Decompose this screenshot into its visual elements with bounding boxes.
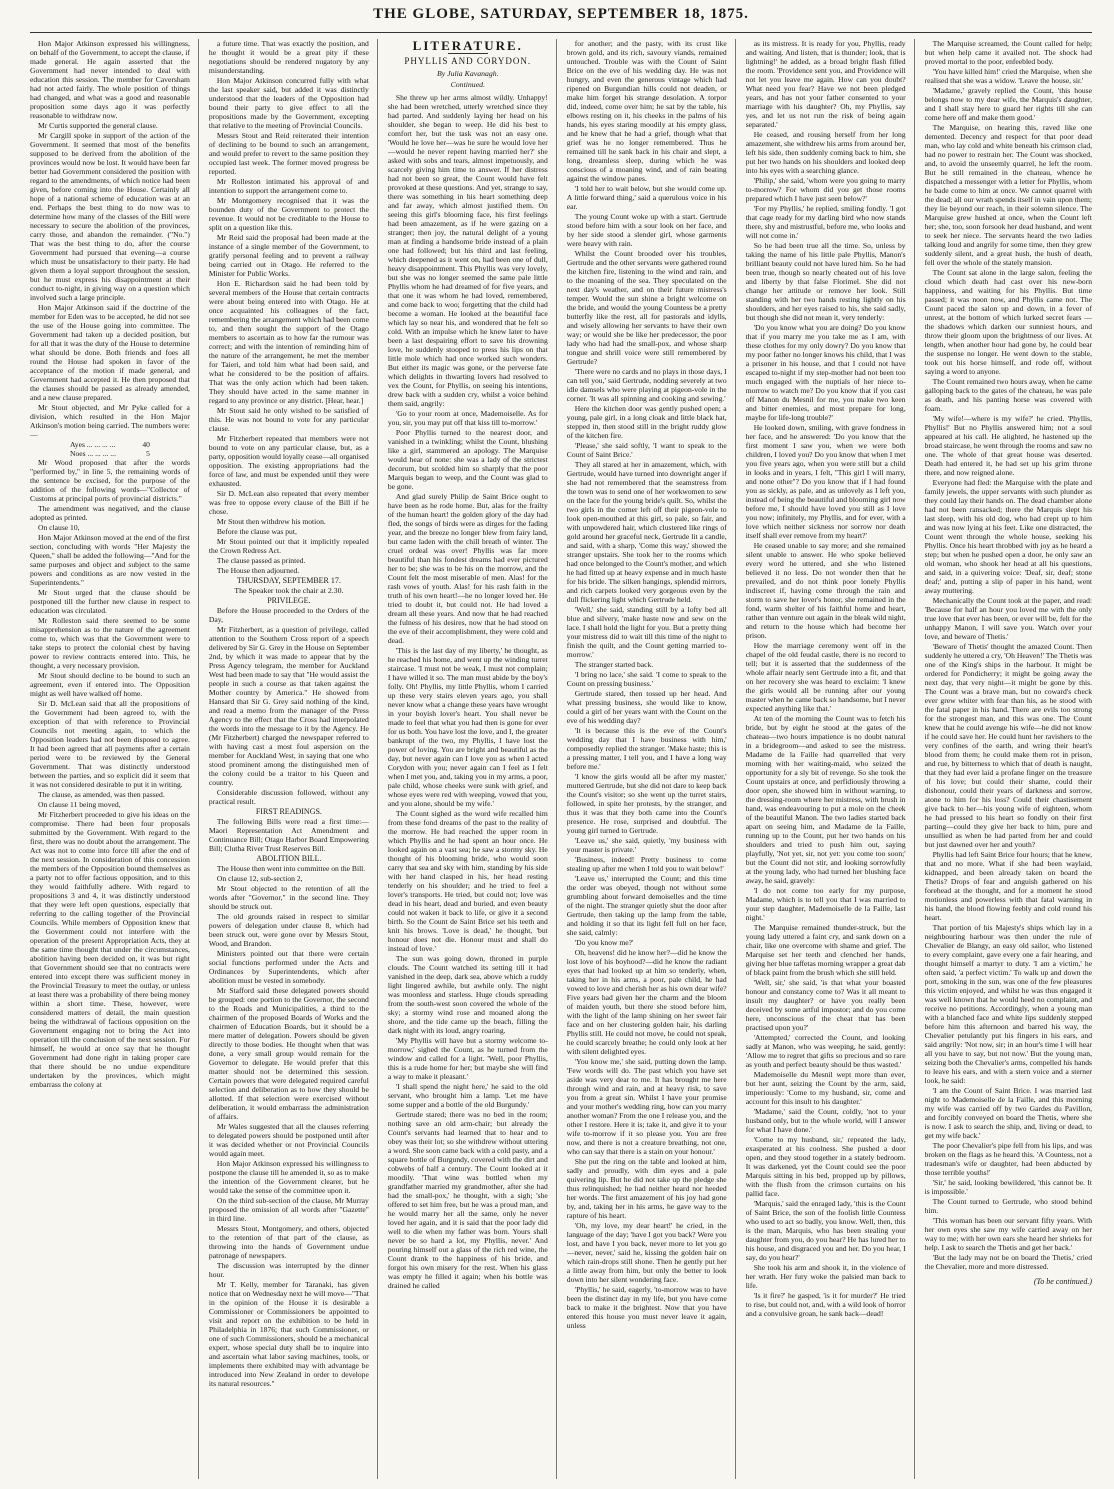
paragraph: Ministers pointed out that there were certain social functions performed under the Acts and Ordinances by Superintendents, which after abolition must be vested in somebody. [208,949,369,985]
paragraph: They all stared at her in amazement, which, with Gertrude, would have turned into downright anger if she had not remembered that the seamstress from the town was to send one of her workwomen to sew on the lace for the young bride's quilt. So, whilst the two girls in the corner left off their pigeon-vole to look open-mouthed at this girl, so pale, so fair, and with unpowdered hair, which clustered like rings of gold around her graceful neck, Gertrude lit a candle, and said, with a sharp, 'Come this way,' showed the stranger upstairs. She took her to the rooms which had once belonged to the Count's mother, and which he had fitted up at heavy expense and in much haste for his bride. The silken hangings, splendid mirrors, and rich carpets looked very gorgeous even by the dull flickering light which Gertrude held. [566,460,727,604]
masthead-title: THE GLOBE, SATURDAY, SEPTEMBER 18, 1875. [373,6,749,22]
paragraph: 'Oh, my love, my dear heart!' he cried, in the language of the day; 'have I got you back? Were you lost, and have I you back, never more to let you go—never, never,' said he, kissing the golden hair on which rain-drops still shone. Then he gently put her a little away from him, but only the better to look down into her silent wondering face. [566,1221,727,1284]
paragraph: The poor Chevalier's pipe fell from his lips, and was broken on the flags as he heard this. 'A Countess, not a tradesman's wife or daughter, had been abducted by those terrible youths!' [924,1141,1093,1177]
paragraph: 'Do you know what you are doing? Do you know that if you marry me you take me as I am, with these clothes for my only dowry? Do you know that my poor father no longer knows his child, that I was a prisoner in his house, and that I could not have escaped to-night if my step-mother had not been too much engaged with the nuptials of her niece to-morrow to watch me? Do you know that if you cast off Manon du Mesnil for me, you make two keen and bitter enemies, and most prepare for long, maybe for life-long trouble?' [745,323,906,422]
paragraph: He looked down, smiling, with grave fondness in her face, and he answered: 'Do you know that the first moment I saw you, when we were both children, I loved you? Do you know that when I met you five years ago, when you were still but a child in looks and in years, I felt, "This girl I will marry, and none other"? Do you know that if I had found you as sickly, as pale, and as unlovely as I left you, instead of being the beautiful and blooming girl now before me, I should have loved you still as I love you now; infinitely, my Phyllis, and for ever, with a love which neither sickness nor sorrow nor death itself shall ever remove from my heart?' [745,423,906,540]
paragraph: 'This woman has been our servant fifty years. With her own eyes she saw my wife carried away on her way to me; with her own ears she heard her shrieks for help. I ask to search the Thetis and get her back.' [924,1216,1093,1252]
paragraph: 'Leave us,' she said, quietly, 'my business with your master is private.' [566,836,727,854]
paragraph: Mr Stout should decline to be bound to such an agreement, even if entered into. The Opposition might as well have walked off home. [30,671,190,698]
paragraph: The old grounds raised in respect to similar powers of delegation under clause 8, which had been struck out, were gone over by Messrs Stout, Wood, and Brandon. [208,912,369,948]
continued-label: Continued. [450,80,486,89]
paragraph: Gertrude stared; there was no bed in the room; nothing save an old arm-chair; but already the Count's servants had learned that to hear and to obey was their lot; so she withdrew without uttering a word. She soon came back with a cold pasty, and a square bottle of Burgundy, covered with the dirt and cobwebs of half a century. The Count looked at it moodily. 'That wine was bottled when my grandfather married my grandmother, after she had had the small-pox,' he thought, with a sigh; 'she offered to set him free, but he was a proud man, and he would marry her all the same, only he never loved her again, and it is said that the poor lady did well to die when my father was born. Yours shall never be so hard a lot, my Phyllis, never.' And pouring himself out a glass of the rich red wine, the Count drank to the happiness of his bride, and forgot his own misery for the rest. When his glass was empty he filled it again; when his bottle was drained he called [387,1110,548,1290]
section-heading: FIRST READINGS. [255,807,322,816]
paragraph: The discussion was interrupted by the dinner hour. [208,1261,369,1279]
paragraph: Before the House proceeded to the Orders of the Day, [208,606,369,624]
paragraph: 'I do not come too early for my purpose, Madame, which is to tell you that I was married to your step daughter, Mademoiselle de la Faille, last night.' [745,886,906,922]
vote-row [30,440,190,449]
section-heading: ABOLITION BILL. [256,854,322,863]
paragraph: She put the ring on the table and looked at him, sadly and proudly, with dim eyes and a pale quivering lip. But he did not take up the pledge she thus relinquished; he had neither heard nor heeded her words. The first amazement of his joy had gone by, and, taking her in his arms, he gave way to the rapture of his heart. [566,1157,727,1220]
paragraph: a future time. That was exactly the position, and he thought it would be a great pity if these negotiations should be rendered nugatory by any misunderstanding. [208,39,369,75]
vote-row [30,449,190,458]
paragraph: 'Do you know me?' [574,938,634,947]
paragraph: 'There were no cards and no plays in those days, I can tell you,' said Gertrude, nodding severely at two idle damsels who were playing at pigeon-vole in the corner. 'It was all spinning and cooking and sewing.' [566,367,727,403]
paragraph: 'I bring no lace,' she said. 'I come to speak to the Count on pressing business.' [566,670,727,688]
paragraph: The Count remained two hours away, when he came galloping back to the gates of the chateau, he was pale as death, and his panting horse was covered with foam. [924,377,1093,413]
vote-count: 5 [146,449,150,458]
column-6 [925,39,1092,1479]
paragraph: 'I shall spend the night here,' he said to the old servant, who brought him a lamp. 'Let me have some supper and a bottle of the old Burgundy.' [387,1082,548,1109]
speaker-line: The Speaker took the chair at 2.30. [234,586,344,595]
paragraph: Gertrude stared, then tossed up her head. And what pressing business, she would like to know, could a girl of her years want with the Count on the eve of his wedding day? [566,689,727,725]
paragraph: 'Phyllis,' he said, eagerly, 'to-morrow was to have been the distinct day in my life, but you have come back to make it the brightest. Now that you have entered this house you must never leave it again, unless [566,1285,727,1330]
paragraph: Mr Cargill spoke in support of the action of the Government. It seemed that most of the benefits supposed to be derived from the abolition of the provinces would now be lost. It would have been far better had Government considered the position with regard to the amendments, of which notice had been given, before coming into the House. Certainly all hope of a national scheme of education was at an end. Perhaps the best thing to do now was to determine how many of the classes of the Bill were necessary to secure the abolition of the provinces, carry those, and abandon the remainder. ("No.") That was the best thing to do, after the course Government had pursued that evening—a course which must be unsatisfactory to their party. He had given them a loyal support throughout the session, but he must express his disappointment at their conduct to-night, in giving way on a question which involved such a large principle. [30,131,190,302]
paragraph: That portion of his Majesty's ships which lay in a neighbouring harbour was then under the rule of Chevalier de Blangy, an easy old sailor, who listened to every complaint, gave every one a fair hearing, and thought himself a martyr to duty. 'I am a victim,' he often said, 'a perfect victim.' To walk up and down the port, smoking in the sun, was one of the few pleasures this victim enjoyed, and whilst he was thus engaged it was well known that he would heed no complaint, and receive no petitions. Accordingly, when a young man with a blanched face and white lips suddenly stepped before him this afternoon and barred his way, the Chevalier petulantly put his fingers in his ears, and said angrily: 'Not now, sir; in an hour's time I will hear all you have to say, but not now.' But the young man, seizing both the Chevalier's arms, compelled his hands to leave his ears, and with a stern voice and a sterner look, he said: [924,923,1093,1085]
paragraph: On clause 11 being moved, [38,800,121,809]
paragraph: On the third sub-section of the clause, Mr Murray proposed the omission of all words after "Gazette" in third line. [208,1196,369,1223]
paragraph: for another; and the pasty, with its crust like brown gold, and its rich, savoury viands, remained untouched. Trouble was with the Count of Saint Brice on the eve of his wedding day. He was not hungry, and even the generous vintage which had ripened on Burgundian hills could not deaden, or make him forget his strange desolation. A torpor did, indeed, come over him; he sat by the table, his elbows resting on it, his cheeks in the palms of his hands, his eyes staring moodily at his empty glass, and he knew that he had a grief, though what that grief was he no longer remembered. Thus he remained till he sank back in his chair and slept, a long, dreamless sleep, during which he was conscious of a moaning wind, and of rain beating against the window panes. [566,39,727,183]
paragraph: So he had been true all the time. So, unless by taking the name of his little pale Phyllis, Manon's brilliant beauty could not have lured him. So he had been true, though so nearly cheated out of his love and liberty by that false Florimel. She did not change her attitude or remove her look. Still standing with her two hands resting lightly on his shoulders, and her eyes raised to his, she said sadly, but though she did not mean it, very tenderly: [745,241,906,322]
paragraph: Phyllis had left Saint Brice four hours; that he knew, that and no more. What if she had been waylaid, kidnapped, and been already taken on board the Thetis? Drops of fear and anguish gathered on his forehead at the thought, and for a moment he stood motionless and powerless with that fatal warning in his hand, the blood flowing feebly and cold round his heart. [924,850,1093,922]
paragraph: 'Marquis,' said the enraged lady, 'this is the Count of Saint Brice, the son of the foolish little Countess who used to act so badly, you know. Well, then, this is the man, Marquis, who has been stealing your daughter from you, do you hear? He has lured her to his house, and disgraced you and her. Do you hear, I say, do you hear?' [745,1199,906,1262]
paragraph: The young Count woke up with a start. Gertrude stood before him with a sour look on her face, and by her side stood a slender girl, whose garments were heavy with rain. [566,212,727,248]
column-3 [388,39,557,1479]
paragraph: The House then adjourned. [216,566,300,575]
paragraph: The Marquise screamed, the Count called for help; but when help came it availed not. The shock had proved mortal to the poor, enfeebled body. [924,39,1093,66]
paragraph: Poor Phyllis turned to the nearest door, and vanished in a twinkling; whilst the Count, blushing like a girl, stammered an apology. The Marquise would hear of none: she was a lady of the strictest decorum, but scolded him so sharply that the poor Marquis began to weep, and the Count was glad to be gone. [387,428,548,491]
paragraph: Messrs Stout, Montgomery, and others, objected to the retention of that part of the clause, as throwing into the hands of Government undue patronage of newspapers. [208,1224,369,1260]
column-5 [746,39,915,1479]
vote-count: 40 [142,440,150,449]
paragraph: Mr Fitzherbert, as a question of privilege, called attention to the Southern Cross report of a speech delivered by Sir G. Grey in the House on September 2nd, by which it was made to appear that by the Press Agency telegram, the member for Auckland West had been made to say that "He would assist the people in such a course as that taken against the Mother country by America." He showed from Hansard that Sir G. Grey said nothing of the kind, and read a memo from the manager of the Press Agency to the effect that the Cross had interpolated the words into the message to it by the Agency. He (Mr Fitzherbert) charged the newspaper referred to with having cast a most foul aspersion on the member for Auckland West, in saying that one who stood prominent among the distinguished men of the colony could be a traitor to his Queen and country. [208,625,369,787]
paragraph: Hon E. Richardson said he had been told by several members of the House that certain contracts were about being entered into with Otago. He at once acquainted his colleagues of the fact, remembering the arrangement which had been come to, and then sought the support of the Otago members to ascertain as to how far the rumour was correct; and with the intention of reminding him of the nature of the arrangement, he met the member for Taieri, and told him what had been said, and what he considered to be the position of affairs. That was the only action which had been taken. They should have acted in the same manner in regard to any province or any district. [Hear, hear.] [208,279,369,405]
paragraph: The Marquise, on hearing this, raved like one demented. Decency and respect for that poor dead man, who lay cold and white beneath his crimson clad, had no power to restrain her. The Count was shocked, and, to avoid the unseemly quarrel, he left the room. But he still remained in the chateau, whence he dispatched a messenger with a letter for Phyllis, whom he bade come to him at once. We cannot quarrel with the dead; all our wrath spends itself in vain upon them; they lie beyond our reach, in their solemn silence. The Marquise grew hushed at once, when the Count left her; she, too, soon forsook her dead husband, and went to seek her niece. The servants heard the two ladies talking loud and angrily for some time, then they grew suddenly silent, and a great hush, the hush of death, fell over the whole of the stately mansion. [924,123,1093,267]
paragraph: Mr Stout then withdrew his motion. [216,517,326,526]
paragraph: Hon Major Atkinson concurred fully with what the last speaker said, but added it was distinctly understood that the leaders of the Opposition had bound their party to give effect to all the propositions made by the Government, excepting that relative to the meeting of Provincial Councils. [208,76,369,130]
paragraph: Mr Montgomery recognised that it was the bounden duty of the Government to protect the revenue. It would not be creditable to the House to split on a question like this. [208,196,369,232]
paragraph: Mr Stout pointed out that it implicitly repealed the Crown Redress Act. [208,537,369,555]
paragraph: Mr Stout objected to the retention of all the words after "Governor," in the second line. They should be struck out. [208,884,369,911]
paragraph: 'Is it fire?' he gasped, 'is it for murder?' He tried to rise, but could not, and, with a wild look of horror and a convulsive groan, he sank back—dead! [745,1291,906,1318]
paragraph: Mr Wales suggested that all the clauses referring to delegated powers should be postponed until after it was decided whether or not Provincial Councils would again meet. [208,1122,369,1158]
paragraph: 'I know the girls would all be after my master,' muttered Gertrude, but she did not dare to keep back the Count's visitor; so she went up the turret stairs, followed, in spite her protests, by the stranger, and thus it was that they both came into the Count's presence. He rose, surprised and doubtful. The young girl turned to Gertrude. [566,772,727,835]
paragraph: Mr Curtis supported the general clause. [38,121,158,130]
paragraph: The Count sighed as the word wife recalled him from these fond dreams of the past to the reality of the morrow. He had reached the upper room in which Phyllis and he had spent an hour once. He looked again on a vast sea; he saw a stormy sky. He thought of his blooming bride, who would soon carry that sea and sky with him, standing by his side with her hand clasped in his, her head resting tenderly on his shoulder; and he tried to feel a lover's transports. He tried, but could not; love was dead in his heart, dead and buried, and even beauty could not waken it back to life, or give it a second birth. So the Count de Saint Brice set his teeth and knit his brows. 'Love is dead,' he thought, 'but honour does not die. Honour must and shall do instead of love.' [387,809,548,953]
paragraph: Hon Major Atkinson expressed his willingness to postpone the clause till he amended it, so as to make the intention of the Government clearer, but he would take the sense of the committee upon it. [208,1159,369,1195]
paragraph: 'Well, sir,' she said, 'is that what your boasted honour and constancy come to? Was it all meant to insult my daughter? or have you really been deceived by some artful impostor; and do you come here, unconscious of the cheat that has been practised upon you?' [745,978,906,1032]
paragraph: 'My wife!—where is my wife?' he cried. 'Phyllis, Phyllis!' But no Phyllis answered him; not a soul appeared at his call. He alighted, he hastened up the broad staircase, he went through the rooms and saw no one. The whole of that great house was deserted. Death had entered it, he had set up his grim throne there, and now reigned alone. [924,414,1093,477]
to-be-continued: (To be continued.) [1033,1277,1093,1286]
paragraph: 'Madame,' said the Count, coldly, 'not to your husband only, but to the whole world, will I answer for what I have done.' [745,1107,906,1134]
paragraph: Mr Fitzherbert proceeded to give his ideas on the compromise. There had been four proposals submitted by the Government. With regard to the first, there was no doubt about the arrangement. The Act was not to come into force till after the end of the next session. In consideration of this concession the members of the Opposition bound themselves as a party not to offer factious opposition, and to this they would faithfully adhere. With regard to propositions 3 and 4, it was distinctly understood that they were left open questions, especially that referring to the calling together of the Provincial Councils. While members of Opposition knew that the Government could not interfere with the operation of the present Appropriation Acts, they at the same time thought that under the circumstances, abolition having been decided on, it was but right that Government should see that no contracts were entered into except there was sufficient money in the Provincial Treasury to meet the outlay, or unless at least there was a probability of there being money within a short time. These, however, were considered matters of detail, the main question being the withdrawal of factious opposition on the Government engaging not to bring the Act into operation till the conclusion of the next session. For himself, he would at once say that he thought Government had done right in taking proper care that there should be no undue expenditure undertaken by the provinces, which might embarrass the colony at [30,810,190,1089]
paragraph: Oh, heavens! did he know her?—did he know the lost love of his boyhood?—did he know the radiant eyes that had looked up at him so tenderly, when, taking her in his arms, a poor, pale child, he had vowed to love and cherish her as his own dear wife? Five years had given her the charm and the bloom of maiden youth, but there she stood before him, with the light of the lamp shining on her sweet fair face and on her clustering golden hair, his darling Phyllis still. He could not move, he could not speak, he could scarcely breathe; he could only look at her with silent delighted eyes. [566,948,727,1056]
paragraph: The Count turned to Gertrude, who stood behind him. [924,1197,1093,1215]
paragraph: The stranger started back. [574,660,654,669]
paragraph: 'Philip,' she said, 'whom were you going to marry to-morrow? For whom did you get those rooms prepared which I have just seen below?' [745,176,906,203]
literature-heading: LITERATURE. [412,39,523,53]
paragraph: 'I am the Count of Saint Brice. I was married last night to Mademoiselle de la Faille, and this morning my wife was carried off by two Gardes du Pavillon, and forcibly conveyed on board the Thetis, where she is now. I ask to search the ship, and, living or dead, to get my wife back.' [924,1086,1093,1140]
paragraph: The amendment was negatived, and the clause adopted as printed. [30,504,190,522]
paragraph: Before the clause was put, [216,527,297,536]
paragraph: Mr Stout urged that the clause should be postponed till the further new clause in respect to education was circulated. [30,588,190,615]
paragraph: The clause passed as printed. [216,556,306,565]
paragraph: Mechanically the Count took at the paper, and read: 'Because for half an hour you loved me with the only true love that ever has been, or ever will be, felt for the unhappy Manon, I will save you. Watch over your love, and beware of Thetis.' [924,596,1093,641]
paragraph: 'Please,' she said softly, 'I want to speak to the Count of Saint Brice.' [566,441,727,459]
paragraph: 'Beware of Thetis' thought the amazed Count. Then suddenly he uttered a cry, 'Oh Heaven!' The Thetis was one of the King's ships in the harbour. It might be ordered for Pondicherry; it might be going away the next day, that very night—it might be gone by this. The Count was a brave man, but no coward's check ever grew whiter with fear than his, as he stood with the fatal paper in his hand. There are evils too strong for the strongest man, and this was one. The Count knew that he could avenge his wife—he did not know if he could save her. He could hunt her ravishers to the very confines of the earth, and wring their heart's blood from them; he could make them rot in prison, and rue, by bitterness to which that of death is naught, that they had ever laid a profane finger on the treasure of his love; but could their shame, could their dishonour, could their years of darkness and sorrow, atone to him for his loss? Could their chastisement give back to her—his young wife of eighteen, whom he had pressed to his heart so fondly on their first parting—could they give her back to him, pure and unsullied as when he had parted from her and could but just dawned over her and youth? [924,642,1093,849]
paragraph: Considerable discussion followed, without any practical result. [208,788,369,806]
paragraph: Sir D. McLean said that all the propositions of the Government had been agreed to, with the exception of that with reference to Provincial Councils not meeting again, to which the Opposition leaders had not been disposed to agree. It had been agreed that all payments after a certain period were to be reviewed by the General Government. That was distinctly understood between the parties, and so explicit did it seem that it was not considered desirable to put it in writing. [30,699,190,789]
paragraph: On clause 10, [38,523,80,532]
paragraph: Mr Rolleston intimated his approval of and intention to support the arrangement come to. [208,177,369,195]
columns [30,39,1092,1479]
paragraph: On clause 12, sub-section 2, [216,874,303,883]
paragraph: as its mistress. It is ready for you, Phyllis, ready and waiting. And listen, that is thunder; look, that is lightning!' he added, as a broad bright flash filled the room. 'Providence sent you, and Providence will not let you leave me again. How can you doubt? What need you fear? Have we not been pledged years, and has not your father consented to your marriage with his daughter? Oh, my Phyllis, say yes, and let us not run the risk of being again separated.' [745,39,906,129]
paragraph: He ceased unable to say more; and she remained silent unable to answer. He who spoke believed every word he uttered, and she who listened believed it no less. Do not wonder then that he prevailed, and do not think poor lonely Phyllis indiscreet if, having come through the rain and storm to save her lover's honor, she remained in the fond, warm shelter of his faithful home and heart, rather than venture out again in the bleak wild night, and return to the house which had become her prison. [745,541,906,640]
paragraph: He ceased, and rousing herself from her long amazement, she withdrew his arms from around her, left his side, then suddenly coming back to him, she put her two hands on his shoulders and looked deep into his eyes with a searching glance. [745,130,906,175]
paragraph: 'It is because this is the eve of the Count's wedding day that I have business with him,' composedly replied the stranger. 'Make haste; this is a pressing matter, I tell you, and I have a long way before me.' [566,726,727,771]
paragraph: 'Come to my husband, sir,' repeated the lady, exasperated at his coolness. She pushed a door open, and they stood together in a stately bedroom. It was darkened, yet the Count could see the poor Marquis sitting in his bed, propped up by pillows, with the flush from the crimson curtains on his pallid face. [745,1135,906,1198]
paragraph: 'But the lady may not be on board the Thetis,' cried the Chevalier, more and more distressed. [924,1253,1093,1271]
paragraph: 'Madame,' gravely replied the Count, 'this house belongs now to my dear wife, the Marquis's daughter, and I shall stay here to guard her rights till she can come here off and make them good.' [924,86,1093,122]
paragraph: 'Well,' she said, standing still by a lofty bed all blue and silvery, 'make haste now and sew on the lace. I shall hold the light for you. But a pretty thing your mistress did to wait till this time of the night to finish the quilt, and the Count getting married to-morrow.' [566,605,727,659]
paragraph: She threw up her arms almost wildly. Unhappy! she had been wretched, utterly wretched since they had parted. And suddenly laying her head on his shoulder, she began to weep. He did his best to comfort her, but the task was not an easy one. 'Would he love her—was he sure he would love her—would he never repent having married her?' she asked with sobs and tears, almost impetuously, and scarcely giving him time to answer. If her distress had not been so great, the Count would have felt provoked at these questions. And yet, strange to say, there was something in his heart something deep and far away, which almost justified them. On seeing this girl's blooming face, his first feelings had been amazement, as if he were gazing on a stranger; then joy, the natural delight of a young man at finding a handsome bride instead of a plain one had followed; but his third and last feeling, which deepened as it went on, had been one of dull, heavy disappointment. This Phyllis was very lovely, but she was no longer seemed the same pale little Phyllis whom he had dreamed of for five years, and that one it was whom he had loved, remembered, and come back to woo; forgetting that the child had become a woman. He looked at the beautiful face which lay so near his, and wondered that he felt so cold. With an impulse which he knew later to have been a last despairing effort to save his drowning love, he suddenly stooped to press his lips on that little mole which had once worked such wonders. But either its magic was gone, or the perverse fate which delights in thwarting lovers had resolved to vex the Count, for Phyllis, on seeing his intentions, drew back with a sudden cry, whilst a voice behind them said, angrily: [387,93,548,408]
paragraph: 'You know me,' she said, putting down the lamp. 'Few words will do. The past which you have set aside was very dear to me. It has brought me here through wind and rain, and at heavy risk, to save you from a great sin. Whilst I have your promise and your mother's wedding ring, how can you marry another woman? From the one I release you, and the other I restore. Here it is; take it, and give it to your wife to-morrow if it so please you. You are free now, and there is not a creature breathing, not one, who can say that there is a stain on your honour.' [566,1057,727,1156]
paragraph: 'This is the last day of my liberty,' he thought, as he reached his home, and went up the winding turret staircase. 'I must not be weak, I must not complain; I have willed it so. The man must abide by the boy's folly. Oh! Phyllis, my little Phyllis, whom I carried up these very stairs eleven years ago, you shall never know what a change these years have wrought in your boyish lover's heart. You shall never be made to feel that what you had then is gone for ever for us both. You have lost the love, and I, the greater bankrupt of the two, my Phyllis, I have lost the power of loving. You are bright and beautiful as the day, but never again can I love you as when I acted Corydon with you; never again can I feel as I felt when I met you, and, taking you in my arms, a poor, pale child, whose cheeks were sunk with grief, and whose eyes were red with weeping, vowed that you, and you alone, should be my wife.' [387,646,548,808]
column-2 [209,39,378,1479]
paragraph: Whilst the Count brooded over his troubles, Gertrude and the other servants were gathered round the kitchen fire, listening to the wind and rain, and to the moaning of the sea. They speculated on the next day's weather, and on their future mistress's temper. Would the sun shine a bright welcome on the bride, and would the young Countess be a pretty butterfly like the rest, all for pastorals and idylls, and wisely allowing her servants to have their own way; or would she be like her predecessor, the poor lady who had had the small-pox, and whose sharp tongue and shrill voice were still remembered by Gertrude? [566,249,727,366]
paragraph: Mr Reid said the proposal had been made at the instance of a single member of the Government, to gratify personal feeling and to prevent a railway being carried out in Otago. He referred to the Minister for Public Works. [208,233,369,278]
paragraph: Mr Stafford said these delegated powers should be grouped: one portion to the Governor, the second to the Roads and Municipalities, a third to the chairmen of the proposed Boards of Works and the chairmen of Education Boards, but it should be a mere matter of delegation. Powers should be given directly to those bodies. He thought when that was done, a very small group would remain for the Governor to delegate. He would prefer that this matter should not be determined this session. Certain powers that were delegated required careful selection and deliberation as to how they should be allotted. If that selection were exercised without deliberation, it would embarrass the administration of affairs. [208,986,369,1121]
paragraph: 'For my Phyllis,' he replied, smiling fondly. 'I got that cage ready for my darling bird who now stands there, shy and mistrustful, before me, who looks and will not come in.' [745,204,906,240]
byline: By Julia Kavanagh. [436,69,499,78]
section-heading: PRIVILEGE. [267,596,311,605]
paragraph: At ten of the morning the Count was to fetch his bride, but by eight he stood at the gates of the chateau—two hours impatience is no doubt natural in a bridegroom—and asked to see the mistress. Madame de la Faille had quarrelled that very morning with her waiting-maid, who seized the opportunity for a sly bit of revenge. So she took the Count upstairs at once, and perfidiously throwing a door open, she showed him in without warning, to the dressing-room where her mistress, with brush in hand, was endeavouring to put a mole on the cheek of the beautiful Manon. The two ladies started back apart on seeing him, and Madame de la Faille, running up to the Count, put her two hands on his shoulders and tried to push him out, saying playfully, 'Not yet, sir, not yet: you come too soon;' but the Count did not stir, and looking sorrowfully at the young lady, who had turned her blushing face away, he said, gravely: [745,714,906,885]
paragraph: 'Attempted,' corrected the Count, and looking sadly at Manon, who was weeping, he said, gently: 'Allow me to regret that gifts so precious and so rare as youth and perfect beauty should be thus wasted.' [745,1033,906,1069]
paragraph: The sun was going down, throned in purple clouds. The Count watched its setting till it had vanished in the deep, dark sea, above which a ruddy light lingered awhile, but awhile only. The night was moonless and starless. Huge clouds spreading from the south-west soon covered the whole of the sky; a stormy wind rose and moaned along the shore, and the tide came up the beach, filling the dark night with its loud, angry roaring. [387,954,548,1035]
paragraph: The House then went into committee on the Bill. [216,864,366,873]
paragraph: The Count sat alone in the large salon, feeling the cloud which death had cast over his new-born happiness, and waiting for his Phyllis. But time passed; it was noon now, and Phyllis came not. The Count paced the salon up and down, in a fever of unrest, at the bottom of which lurked secret fears —the shadows which darken our sunniest hours, and throw their gloom upon the brightness of our lives. At length, when another hour had gone by, he could bear the suspense no longer. He went down to the stable, took out his horse himself, and rode off, without saying a word to anyone. [924,268,1093,376]
masthead [30,6,1092,33]
paragraph: 'Leave us,' interrupted the Count; and this time the order was obeyed, though not without some grumbling about forward demoiselles and the time of the night. The stranger quietly shut the door after Gertrude, then taking up the lamp from the table, and holding it so that its light fell full on her face, she said, calmly: [566,874,727,937]
paragraph: 'I told her to wait below, but she would come up. A little forward thing,' said a querulous voice in his ear. [566,184,727,211]
paragraph: 'Sir,' he said, looking bewildered, 'this cannot be. It is impossible.' [924,1178,1093,1196]
paragraph: Messrs Stout and Reid reiterated their intention of declining to be bound to such an arrangement, and would prefer to revert to the same position they occupied last week. The former moved progress be reported. [208,131,369,176]
paragraph: Everyone had fled: the Marquise with the plate and family jewels, the upper servants with such plunder as they could lay their hands on. The dead chamber alone had not been ransacked; there the Marquis slept his last sleep, with his old dog, who had crept up to him and was now lying at his feet. Like one distracted, the Count went through the whole house, seeking his Phyllis. Once his heart throbbed with joy as he heard a step; but when he pushed open a door, he only saw an old woman, who shook her head at all his questions, and said, in a quivering voice: 'Deaf, sir, deaf; stone deaf;' and, putting a slip of paper in his hand, went away muttering. [924,478,1093,595]
paragraph: Here the kitchen door was gently pushed open; a young, pale girl, in a long cloak and little black hat, stepped in, then stood still in the bright ruddy glow of the kitchen fire. [566,404,727,440]
paragraph: 'Go to your room at once, Mademoiselle. As for you, sir, you may put off that kiss till to-morrow.' [387,409,548,427]
paragraph: Hon Major Atkinson said if the doctrine of the member for Eden was to be accepted, he did not see the use of the House going into committee. The Government had taken up a decided position, but for all that it was the duty of the House to determine what should be done. Both friends and foes all round the House had spoken in favor of the acceptance of the motion if made general, and Government had accepted it. He then proposed that the clauses should be passed as already amended, and a new clause prepared. [30,303,190,402]
paragraph: Sir D. McLean also repeated that every member was free to oppose every clause of the Bill if he chose. [208,489,369,516]
vote-label: Ayes ... ... ... ... [70,440,116,449]
story-title: PHYLLIS AND CORYDON. [404,56,532,66]
paragraph: 'You have killed him!' cried the Marquise, when she realised that she was a widow. 'Leave the house, sir.' [924,67,1093,85]
paragraph: She took his arm and shook it, in the violence of her wrath. Her fury woke the palsied man back to life. [745,1263,906,1290]
paragraph: Mr Wood proposed that after the words "performed by," in line 5, the remaining words of the sentence be excised, for the purpose of the addition of the following words—"Collector of Customs at principal ports of provincial districts." [30,458,190,503]
paragraph: The following Bills were read a first time:—Maori Representation Act Amendment and Continuance Bill; Otago Harbor Board Empowering Bill; Clutha River Trust Reserves Bill. [208,817,369,853]
paragraph: Mr Stout objected, and Mr Pyke called for a division, which resulted in the Hon Major Atkinson's motion being carried. The numbers were:— [30,403,190,439]
paragraph: Mr Stout said he only wished to be satisfied of this. He was not bound to vote for any particular clause. [208,406,369,433]
column-1 [30,39,199,1479]
paragraph: Hon Major Atkinson expressed his willingness, on behalf of the Government, to accept the clause, if made general. He again asserted that the Government had never intended to deal with education this session. The member for Caversham had not acted fairly. The whole position of things had changed, and what was a good and reasonable proposition some days ago it was perfectly reasonable to withdraw now. [30,39,190,120]
paragraph: Mr Rolleston said there seemed to be some misapprehension as to the nature of the agreement come to, which was that the Government were to take steps to protect the colonial chest by having power to review contracts entered into. This, he thought, a very necessary provision. [30,616,190,670]
paragraph: Mr T. Kelly, member for Taranaki, has given notice that on Wednesday next he will move—"That in the opinion of the House it is desirable a Commissioner or Commissioners be appointed to visit and report on the exhibition to be held in Philadelphia in 1876; that such Commissioner, or one of such Commissioners, should be a mechanical expert, whose special duty shall be to inquire into and ascertain what labor saving machines, tools, or implements there exhibited may with advantage be introduced into New Zealand in order to develope its natural resources." [208,1280,369,1388]
paragraph: Mr Fitzherbert repeated that members were not bound to vote on any particular clause, but, as a party, opposition would loyally cease—all organised opposition. The existing appropriations had the force of law, and must be expended until they were exhausted. [208,434,369,488]
paragraph: Mademoiselle du Mesnil wept more than ever, but her aunt, seizing the Count by the arm, said, imperiously: 'Come to my husband, sir, come and account for this insult to his daughter.' [745,1070,906,1106]
paragraph: And glad surely Philip de Saint Brice ought to have been as he rode home. But, alas for the frailty of the human heart! the golden glory of the day had fled, the songs of birds were as dirges for the fading year, and the breeze no longer blew from fairy land, but came laden with the chill breath of winter. The cruel ordeal was over! Phyllis was far more beautiful than his fondest dreams had ever pictured her to be; she was to be his on the morrow, and the Count felt the most miserable of men. Alas! for the rash vows of youth. Alas! for his rash faith in the truth of his own heart!—he no longer loved her. He tried to doubt it, but could not. He had loved a dream all these years. And now that he had reached the fulness of his desires, now that he had stood on the eve of their accomplishment, they were cold and dead. [387,492,548,645]
vote-label: Noes ... ... ... ... [70,449,116,458]
divider [448,53,488,54]
paragraph: 'My Phyllis will have but a stormy welcome to-morrow,' sighed the Count, as he turned from the window and called for a light. 'Well, poor Phyllis, this is a rude home for her; but maybe she will find a way to make it pleasant.' [387,1036,548,1081]
paragraph: 'Business, indeed! Pretty business to come stealing up after me when I told you to wait below!' [566,855,727,873]
paragraph: How the marriage ceremony went off in the chapel of the old feudal castle, there is no record to tell; but it is asserted that the suddenness of the whole affair nearly sent Gertrude into a fit, and that on her recovery she was heard to exclaim: 'I knew the girls would all be running after our young master when he came back so handsome, but I never expected anything like that.' [745,641,906,713]
paragraph: The clause, as amended, was then passed. [38,790,165,799]
date-heading: THURSDAY, SEPTEMBER 17. [236,576,341,585]
column-4 [567,39,736,1479]
paragraph: Hon Major Atkinson moved at the end of the first section, concluding with words "Her Majesty the Queen," shall be added the following—"And for the same purposes and object and subject to the same powers and conditions as are now vested in the Superintendents." [30,533,190,587]
paragraph: The Marquise remained thunder-struck, but the young lady uttered a faint cry, and sank down on a chair, like one overcome with shame and grief. The Marquise set her teeth and clenched her hands, giving her blue taffetas morning wrapper a great dab of black paint from the brush which she still held. [745,923,906,977]
